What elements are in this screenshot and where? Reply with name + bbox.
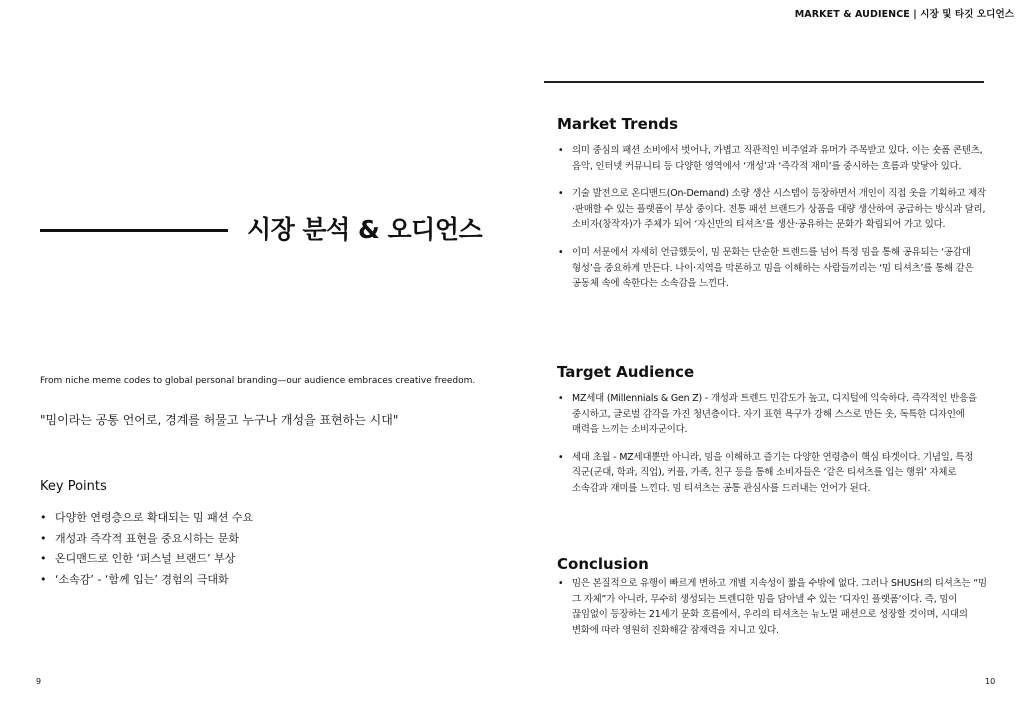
page-number-left: 9 xyxy=(36,677,42,686)
market-trend-item: • 기술 발전으로 온디맨드(On-Demand) 소량 생산 시스템이 등장하면서 개인이 직접 옷을 기획하고 제작·판매할 수 있는 플랫폼이 부상 중이다. 전통 패션 브랜드가 상품을 대량 생산하여 공급하는 방식과 달리, 소비자(창작자)가 주체가 되어 ‘자신만의 티셔츠’를 생산·공유하는 문화가 확립되어 가고 있다. xyxy=(558,186,988,233)
conclusion-list xyxy=(558,576,988,650)
header-divider xyxy=(544,81,984,83)
title-rule xyxy=(40,229,228,232)
page-number-right: 10 xyxy=(985,677,996,686)
conclusion-heading: Conclusion xyxy=(557,555,649,573)
key-point-item: • 온디맨드로 인한 ‘퍼스널 브랜드’ 부상 xyxy=(40,549,253,570)
key-point-item: • ‘소속감’ - ‘함께 입는’ 경험의 극대화 xyxy=(40,570,253,591)
key-point-item: • 다양한 연령층으로 확대되는 밈 패션 수요 xyxy=(40,508,253,529)
key-points-heading: Key Points xyxy=(40,479,107,494)
market-trends-list xyxy=(558,143,988,304)
page-subtitle: From niche meme codes to global personal branding—our audience embraces creative freedom. xyxy=(40,376,476,386)
target-audience-item: • 세대 초월 - MZ세대뿐만 아니라, 밈을 이해하고 즐기는 다양한 연령층이 핵심 타겟이다. 기념일, 특정 직군(군대, 학과, 직업), 커플, 가족, 친구 등을 통해 소비자들은 ‘같은 티셔츠를 입는 행위’ 자체로 소속감과 재미를 느낀다. 밈 티셔츠는 공통 관심사를 드러내는 언어가 된다. xyxy=(558,450,988,497)
page-quote: "밈이라는 공통 언어로, 경계를 허물고 누구나 개성을 표현하는 시대" xyxy=(40,413,399,427)
market-trend-item: • 의미 중심의 패션 소비에서 벗어나, 가볍고 직관적인 비주얼과 유머가 주목받고 있다. 이는 숏폼 콘텐츠, 음악, 인터넷 커뮤니티 등 다양한 영역에서 ‘개성’과 ‘즉각적 재미’를 중시하는 흐름과 맞닿아 있다. xyxy=(558,143,988,174)
conclusion-item: • 밈은 본질적으로 유행이 빠르게 변하고 개별 지속성이 짧을 수밖에 없다. 그러나 SHUSH의 티셔츠는 “밈 그 자체”가 아니라, 무수히 생성되는 트렌디한 밈을 담아낼 수 있는 ‘디자인 플랫폼’이다. 즉, 밈이 끊임없이 등장하는 21세기 문화 흐름에서, 우리의 티셔츠는 뉴노멀 패션으로 성장할 것이며, 시대의 변화에 따라 영원히 진화해갈 잠재력을 지니고 있다. xyxy=(558,576,988,638)
target-audience-heading: Target Audience xyxy=(557,363,695,381)
running-header: MARKET & AUDIENCE | 시장 및 타깃 오디언스 xyxy=(794,9,1014,20)
market-trend-item: • 이미 서문에서 자세히 언급했듯이, 밈 문화는 단순한 트렌드를 넘어 특정 밈을 통해 공유되는 ‘공감대 형성’을 중요하게 만든다. 나이·지역을 막론하고 밈을 이해하는 사람들끼리는 ‘밈 티셔츠’를 통해 같은 공동체 속에 속한다는 소속감을 느낀다. xyxy=(558,245,988,292)
key-points-list xyxy=(40,508,253,590)
key-point-item: • 개성과 즉각적 표현을 중요시하는 문화 xyxy=(40,529,253,550)
page-title: 시장 분석 & 오디언스 xyxy=(247,215,483,244)
target-audience-item: • MZ세대 (Millennials & Gen Z) - 개성과 트렌드 민감도가 높고, 디지털에 익숙하다. 즉각적인 반응을 중시하고, 글로벌 감각을 가진 청년층이다. 자기 표현 욕구가 강해 스스로 만든 옷, 독특한 디자인에 매력을 느끼는 소비자군이다. xyxy=(558,391,988,438)
market-trends-heading: Market Trends xyxy=(557,115,679,133)
target-audience-list xyxy=(558,391,988,509)
